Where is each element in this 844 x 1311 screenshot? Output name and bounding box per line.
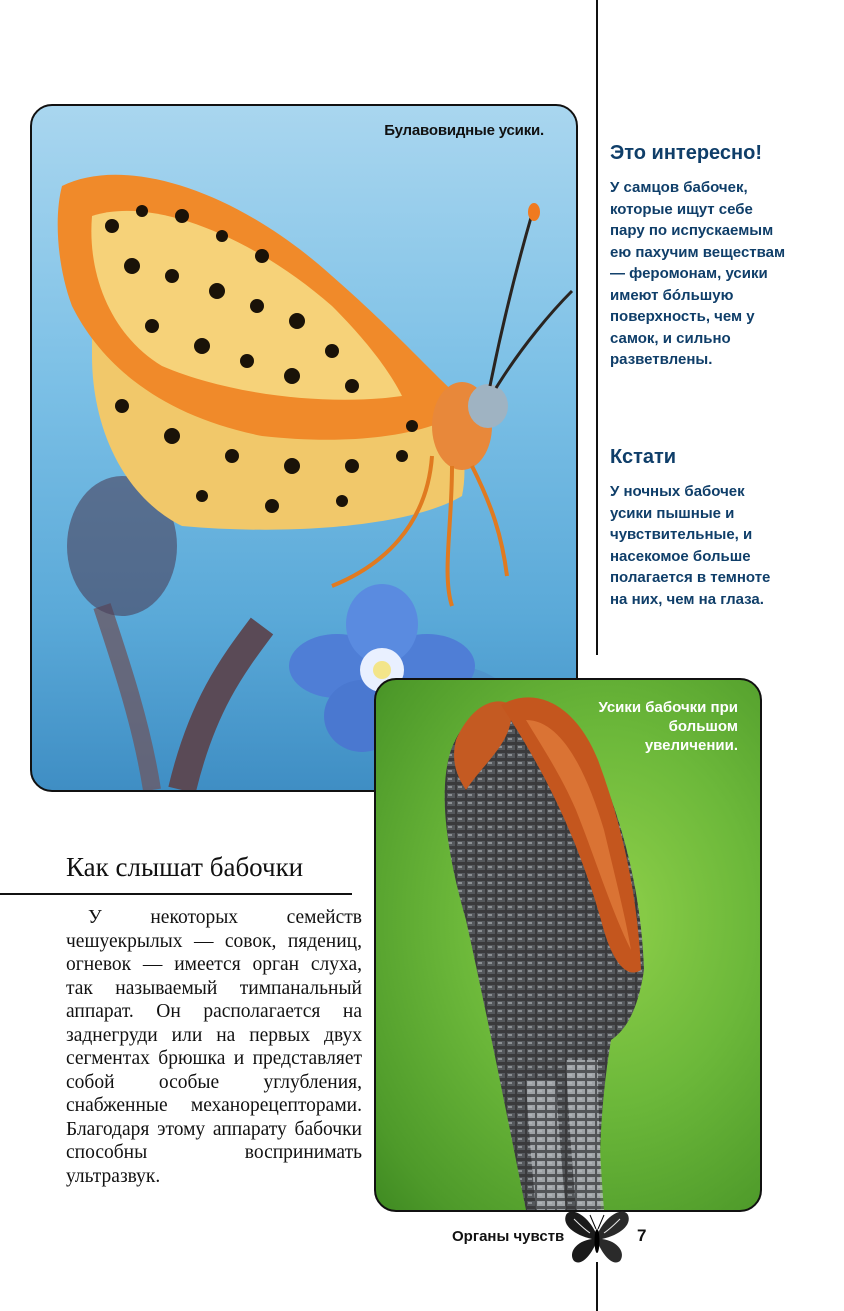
column-divider-bottom: [596, 1262, 598, 1311]
interesting-fact-text: У самцов бабочек, которые ищут себе пару по испускаемым ею пахучим веществам — феромонам, усики имеют бóльшую поверхность, чем у самок, и сильно разветвлены.: [610, 179, 786, 368]
butterfly-icon: [562, 1205, 632, 1267]
by-the-way-text: У ночных бабочек усики пышные и чувствительные, и насекомое больше полагается в темноте на них, чем на глаза.: [610, 483, 771, 608]
section-body: У некоторых семейств чешуекрылых — совок, пядениц, огневок — имеется орган слуха, так называемый тимпанальный аппарат. Он располагается на заднегруди или на первых двух сегментах брюшка и представляет собой особые углубления, снабженные механорецепторами. Благодаря этому аппарату бабочки способны воспринимать ультразвук.: [66, 907, 362, 1187]
footer-chapter-label: Органы чувств: [452, 1228, 565, 1245]
title-underline: [0, 893, 352, 895]
interesting-fact-heading: Это интересно!: [610, 142, 762, 164]
section-title: Как слышат бабочки: [66, 852, 304, 882]
by-the-way-heading: Кстати: [610, 446, 677, 468]
column-divider-top: [596, 0, 598, 655]
photo-bottom-caption: Усики бабочки при большом увеличении.: [598, 699, 738, 754]
page-number: 7: [637, 1226, 647, 1245]
interesting-fact-box: [610, 142, 790, 371]
antenna-illustration: [376, 680, 760, 1210]
by-the-way-box: [610, 446, 790, 610]
antenna-closeup-photo: [374, 678, 762, 1212]
photo-top-caption: Булавовидные усики.: [384, 122, 544, 139]
